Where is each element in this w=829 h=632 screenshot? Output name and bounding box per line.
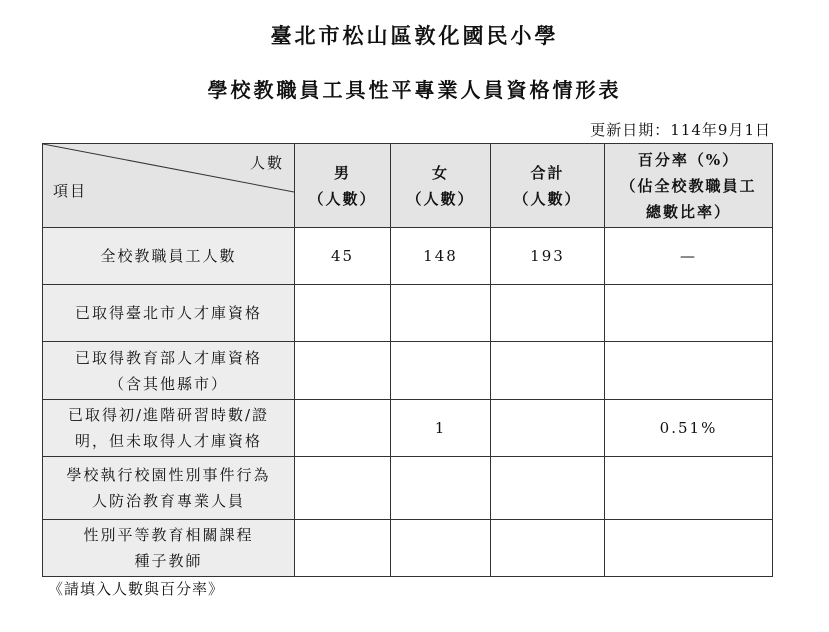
qualification-table	[42, 143, 773, 577]
percent-header-line1: 百分率（%）	[637, 150, 740, 169]
table-title: 學校教職員工具性平專業人員資格情形表	[207, 78, 622, 102]
table-row	[43, 400, 773, 457]
female-column-header	[391, 144, 491, 228]
male-count-cell	[295, 342, 391, 400]
total-count-cell	[491, 285, 605, 342]
table-row	[43, 457, 773, 520]
percent-cell: —	[605, 228, 773, 285]
female-count-cell	[391, 520, 491, 577]
corner-header-item: 項目	[53, 182, 88, 200]
percent-header-line2: （佔全校教職員工	[620, 176, 757, 195]
male-count-cell	[295, 285, 391, 342]
update-date: 更新日期：114年9月1日	[590, 121, 771, 139]
percent-cell	[605, 285, 773, 342]
total-count-cell	[491, 457, 605, 520]
row-label-line2: （含其他縣市）	[108, 374, 228, 393]
total-count-cell	[491, 400, 605, 457]
percent-cell	[605, 520, 773, 577]
row-label-line1: 性別平等教育相關課程	[83, 526, 254, 544]
row-label-line1: 已取得教育部人才庫資格	[74, 348, 262, 367]
row-label	[43, 285, 295, 342]
table-header-row	[43, 144, 773, 228]
total-column-header	[491, 144, 605, 228]
table-row	[43, 285, 773, 342]
total-header-line2: （人數）	[513, 189, 582, 208]
percent-header-line3: 總數比率）	[645, 202, 731, 221]
female-count-cell: 1	[391, 400, 491, 457]
total-header-line1: 合計	[530, 163, 565, 182]
table-row	[43, 342, 773, 400]
row-label-line2: 明，但未取得人才庫資格	[74, 432, 262, 450]
table-row	[43, 228, 773, 285]
male-count-cell	[295, 400, 391, 457]
footnote: 《請填入人數與百分率》	[48, 580, 225, 598]
percent-column-header	[605, 144, 773, 228]
male-count-cell: 45	[295, 228, 391, 285]
female-count-cell	[391, 285, 491, 342]
corner-header-count: 人數	[249, 154, 284, 172]
corner-header-cell	[43, 144, 295, 228]
female-header-line2: （人數）	[406, 189, 475, 208]
male-header-line1: 男	[333, 163, 351, 182]
row-label	[43, 342, 295, 400]
row-label-line1: 已取得初/進階研習時數/證	[67, 406, 270, 424]
percent-cell	[605, 457, 773, 520]
percent-cell	[605, 342, 773, 400]
percent-cell: 0.51%	[605, 400, 773, 457]
female-count-cell	[391, 457, 491, 520]
table-row	[43, 520, 773, 577]
total-count-cell: 193	[491, 228, 605, 285]
male-count-cell	[295, 457, 391, 520]
row-label	[43, 228, 295, 285]
row-label	[43, 520, 295, 577]
male-column-header	[295, 144, 391, 228]
row-label	[43, 400, 295, 457]
female-count-cell	[391, 342, 491, 400]
row-label-line2: 人防治教育專業人員	[91, 492, 245, 510]
total-count-cell	[491, 342, 605, 400]
male-count-cell	[295, 520, 391, 577]
row-label-line1: 已取得臺北市人才庫資格	[74, 304, 262, 322]
male-header-line2: （人數）	[308, 189, 377, 208]
row-label-line2: 種子教師	[134, 552, 203, 570]
female-count-cell: 148	[391, 228, 491, 285]
row-label	[43, 457, 295, 520]
row-label-line1: 學校執行校園性別事件行為	[66, 466, 271, 484]
total-count-cell	[491, 520, 605, 577]
female-header-line1: 女	[431, 163, 449, 182]
row-label-line1: 全校教職員工人數	[100, 247, 237, 265]
school-name: 臺北市松山區敦化國民小學	[270, 23, 559, 48]
